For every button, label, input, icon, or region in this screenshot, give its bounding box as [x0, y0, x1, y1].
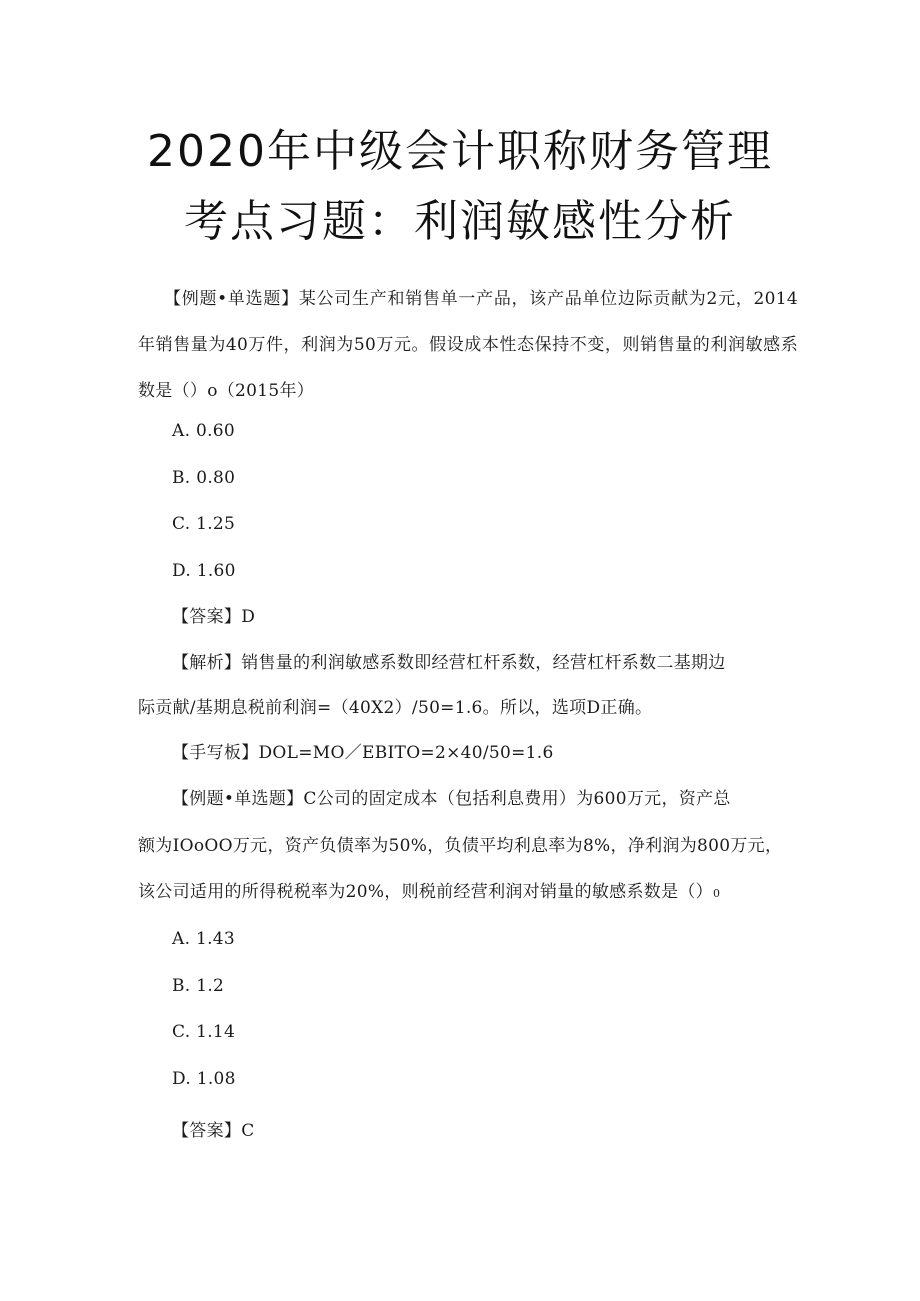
question-1-option-d: D. 1.60 [172, 561, 236, 581]
question-1-analysis-line-2: 际贡献/基期息税前利润=（40X2）/50=1.6。所以，选项D正确。 [138, 698, 653, 718]
document-title-line-1: 2020年中级会计职称财务管理 [147, 126, 773, 177]
question-1-analysis-line-1: 【解析】销售量的利润敏感系数即经营杠杆系数，经营杠杆系数二基期边 [172, 653, 726, 673]
document-title-line-2: 考点习题：利润敏感性分析 [184, 196, 736, 247]
question-2-option-c: C. 1.14 [172, 1022, 236, 1042]
question-1-handwritten-note: 【手写板】DOL=MO／EBITO=2×40/50=1.6 [172, 743, 554, 763]
question-2-option-d: D. 1.08 [172, 1069, 236, 1089]
question-1-option-b: B. 0.80 [172, 468, 236, 488]
question-1-option-a: A. 0.60 [172, 421, 236, 441]
question-2-answer: 【答案】C [172, 1121, 255, 1141]
question-1-option-c: C. 1.25 [172, 514, 236, 534]
question-1-text: 【例题•单选题】某公司生产和销售单一产品，该产品单位边际贡献为2元，2014年销售量为40万件，利润为50万元。假设成本性态保持不变，则销售量的利润敏感系数是（）o（2015年） [138, 289, 798, 401]
question-2-text-line-3-main: 该公司适用的所得税税率为20%，则税前经营利润对销量的敏感系数是（） [138, 882, 713, 902]
question-2-text-line-3 [138, 879, 720, 907]
question-2-option-b: B. 1.2 [172, 976, 225, 996]
question-2-text-line-2: 额为IOoOO万元，资产负债率为50%，负债平均利息率为8%，净利润为800万元， [138, 836, 783, 856]
question-1-answer: 【答案】D [172, 607, 256, 627]
question-2-text-suffix: 0 [712, 887, 721, 900]
question-2-text-line-1: 【例题•单选题】C公司的固定成本（包括利息费用）为600万元，资产总 [172, 789, 731, 809]
question-2-option-a: A. 1.43 [172, 929, 236, 949]
